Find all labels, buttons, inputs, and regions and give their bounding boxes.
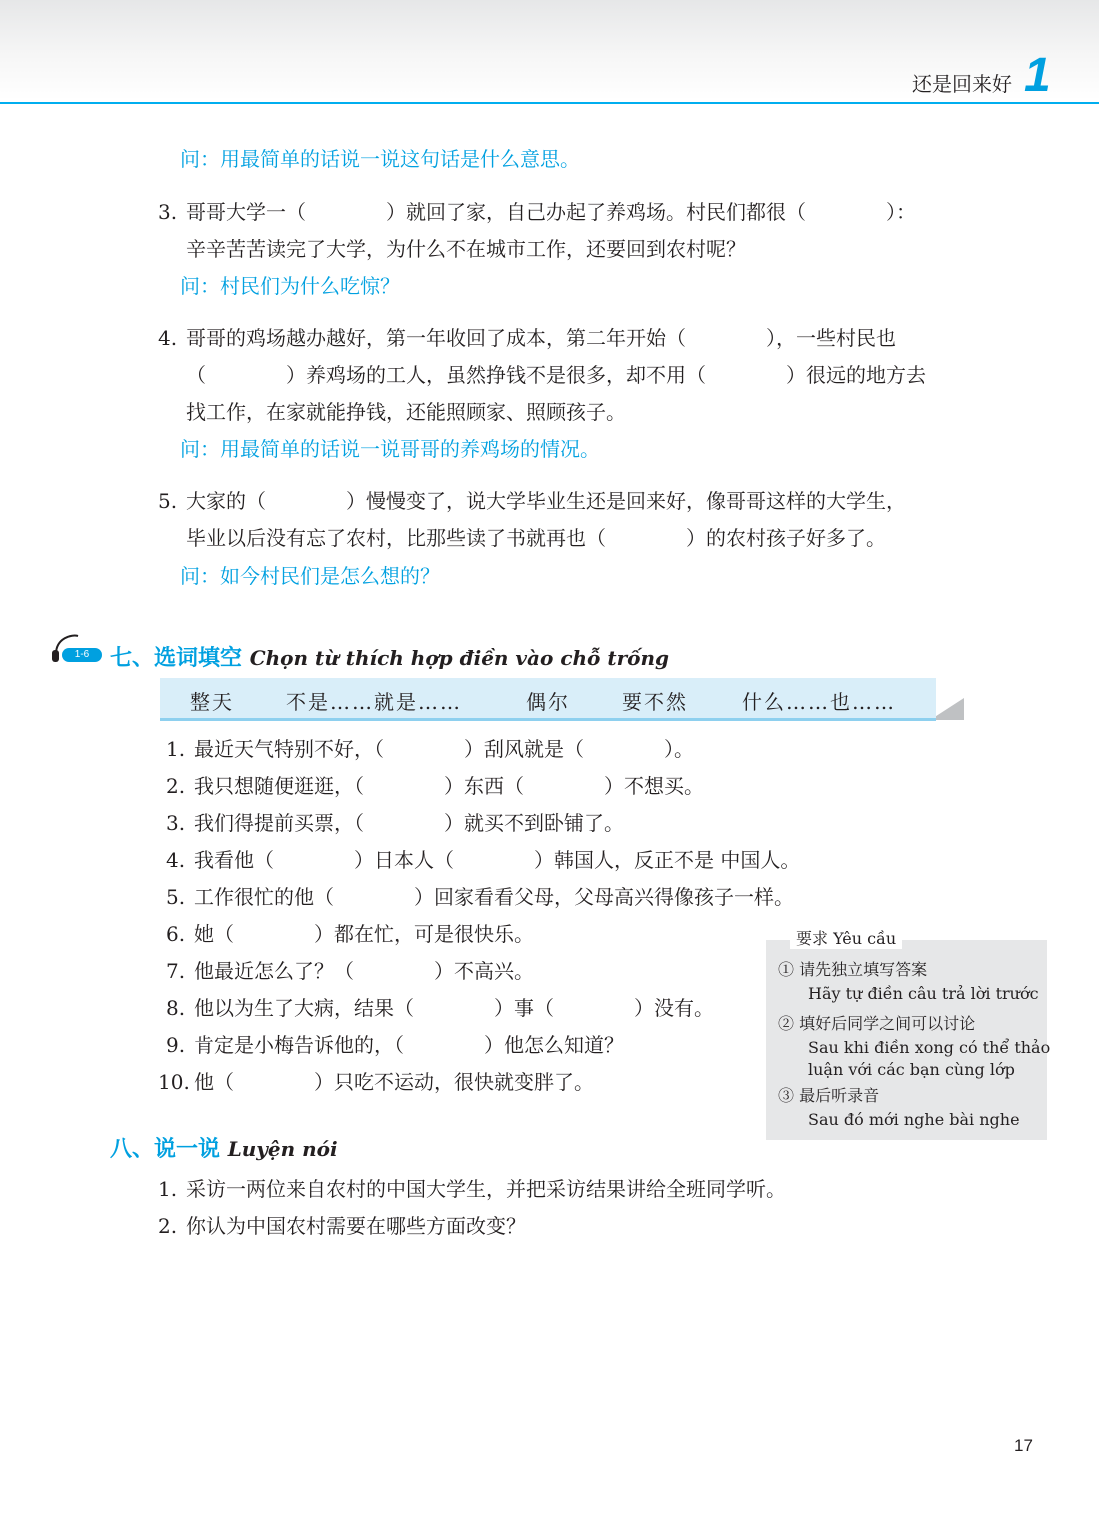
speaking-text: 采访一两位来自农村的中国大学生，并把采访结果讲给全班同学听。 bbox=[186, 1177, 786, 1201]
item-number: 8. bbox=[166, 996, 186, 1020]
requirement-1 bbox=[778, 960, 927, 980]
item-number: 1. bbox=[158, 1177, 178, 1201]
fill-sentence-9 bbox=[166, 1033, 624, 1057]
requirement-mark: ③ bbox=[778, 1086, 795, 1105]
sentence-text: 我看他（ ）日本人（ ）韩国人，反正不是 中国人。 bbox=[194, 848, 801, 872]
item-line: 找工作，在家就能挣钱，还能照顾家、照顾孩子。 bbox=[186, 400, 626, 424]
item-number: 4. bbox=[158, 326, 178, 350]
item-number: 5. bbox=[166, 885, 186, 909]
fill-sentence-1 bbox=[166, 737, 694, 761]
requirement-vi: luận với các bạn cùng lớp bbox=[808, 1060, 1015, 1079]
header-rule bbox=[0, 102, 1099, 104]
sentence-text: 我们得提前买票，（ ）就买不到卧铺了。 bbox=[194, 811, 624, 835]
passage-item-3 bbox=[158, 200, 916, 224]
item-number: 7. bbox=[166, 959, 186, 983]
requirement-vi: Sau đó mới nghe bài nghe bbox=[808, 1110, 1020, 1129]
passage-item-4 bbox=[158, 326, 896, 350]
fill-sentence-8 bbox=[166, 996, 714, 1020]
sentence-text: 他（ ）只吃不运动，很快就变胖了。 bbox=[194, 1070, 594, 1094]
item-number: 2. bbox=[166, 774, 186, 798]
requirement-cn: 请先独立填写答案 bbox=[799, 960, 928, 979]
item-line: 毕业以后没有忘了农村，比那些读了书就再也（ ）的农村孩子好多了。 bbox=[186, 526, 886, 550]
section-7-title bbox=[110, 641, 669, 672]
sentence-text: 肯定是小梅告诉他的，（ ）他怎么知道？ bbox=[194, 1033, 624, 1057]
section-8-title bbox=[110, 1132, 338, 1163]
item-number: 2. bbox=[158, 1214, 178, 1238]
sentence-text: 她（ ）都在忙，可是很快乐。 bbox=[194, 922, 534, 946]
chapter-number: 1 bbox=[1024, 49, 1051, 102]
requirement-3 bbox=[778, 1086, 879, 1106]
fill-sentence-7 bbox=[166, 959, 534, 983]
requirement-2 bbox=[778, 1014, 975, 1034]
sentence-text: 他最近怎么了？（ ）不高兴。 bbox=[194, 959, 534, 983]
page-header-title: 还是回来好 bbox=[912, 72, 1012, 96]
word-option: 整天 bbox=[190, 690, 234, 714]
fill-sentence-3 bbox=[166, 811, 624, 835]
passage-item-5 bbox=[158, 489, 906, 513]
item-line: 哥哥的鸡场越办越好，第一年收回了成本，第二年开始（ ），一些村民也 bbox=[186, 326, 896, 350]
page-number: 17 bbox=[1014, 1436, 1033, 1455]
speaking-text: 你认为中国农村需要在哪些方面改变？ bbox=[186, 1214, 526, 1238]
requirement-vi: Sau khi điền xong có thể thảo bbox=[808, 1038, 1051, 1057]
speaking-item-1 bbox=[158, 1177, 786, 1201]
item-number: 5. bbox=[158, 489, 178, 513]
item-number: 3. bbox=[158, 200, 178, 224]
requirement-cn: 最后听录音 bbox=[799, 1086, 880, 1105]
section-7-title-vi: Chọn từ thích hợp điền vào chỗ trống bbox=[249, 646, 669, 670]
section-7-title-cn: 七、选词填空 bbox=[110, 645, 243, 671]
requirements-title: 要求 Yêu cầu bbox=[790, 926, 902, 949]
requirement-vi: Hãy tự điền câu trả lời trước bbox=[808, 984, 1039, 1003]
headphone-icon[interactable] bbox=[50, 628, 106, 668]
item-number: 9. bbox=[166, 1033, 186, 1057]
item-line: （ ）养鸡场的工人，虽然挣钱不是很多，却不用（ ）很远的地方去 bbox=[186, 363, 926, 387]
sentence-text: 工作很忙的他（ ）回家看看父母，父母高兴得像孩子一样。 bbox=[194, 885, 794, 909]
requirement-cn: 填好后同学之间可以讨论 bbox=[799, 1014, 976, 1033]
item-line: 哥哥大学一（ ）就回了家，自己办起了养鸡场。村民们都很（ ）： bbox=[186, 200, 916, 224]
sentence-text: 他以为生了大病，结果（ ）事（ ）没有。 bbox=[194, 996, 714, 1020]
word-bank bbox=[160, 678, 936, 721]
audio-track-label: 1-6 bbox=[62, 648, 102, 662]
requirement-mark: ② bbox=[778, 1014, 795, 1033]
item-number: 4. bbox=[166, 848, 186, 872]
sentence-text: 最近天气特别不好，（ ）刮风就是（ ）。 bbox=[194, 737, 694, 761]
fill-sentence-6 bbox=[166, 922, 534, 946]
question-2: 问：用最简单的话说一说这句话是什么意思。 bbox=[180, 147, 580, 171]
word-option: 什么……也…… bbox=[742, 690, 896, 714]
item-number: 6. bbox=[166, 922, 186, 946]
word-option: 不是……就是…… bbox=[286, 690, 462, 714]
fill-sentence-5 bbox=[166, 885, 794, 909]
word-option: 要不然 bbox=[622, 690, 688, 714]
fill-sentence-10 bbox=[158, 1070, 594, 1094]
item-number: 1. bbox=[166, 737, 186, 761]
item-line: 辛辛苦苦读完了大学，为什么不在城市工作，还要回到农村呢？ bbox=[186, 237, 746, 261]
fill-sentence-2 bbox=[166, 774, 704, 798]
item-number: 3. bbox=[166, 811, 186, 835]
word-option: 偶尔 bbox=[526, 690, 570, 714]
section-8-title-cn: 八、说一说 bbox=[110, 1136, 221, 1162]
question-3: 问：村民们为什么吃惊？ bbox=[180, 274, 400, 298]
section-8-title-vi: Luyện nói bbox=[227, 1137, 338, 1161]
sentence-text: 我只想随便逛逛，（ ）东西（ ）不想买。 bbox=[194, 774, 704, 798]
requirement-mark: ① bbox=[778, 960, 795, 979]
item-number: 10. bbox=[158, 1070, 190, 1094]
speaking-item-2 bbox=[158, 1214, 526, 1238]
fill-sentence-4 bbox=[166, 848, 800, 872]
item-line: 大家的（ ）慢慢变了，说大学毕业生还是回来好，像哥哥这样的大学生， bbox=[186, 489, 906, 513]
question-4: 问：用最简单的话说一说哥哥的养鸡场的情况。 bbox=[180, 437, 600, 461]
question-5: 问：如今村民们是怎么想的？ bbox=[180, 564, 440, 588]
